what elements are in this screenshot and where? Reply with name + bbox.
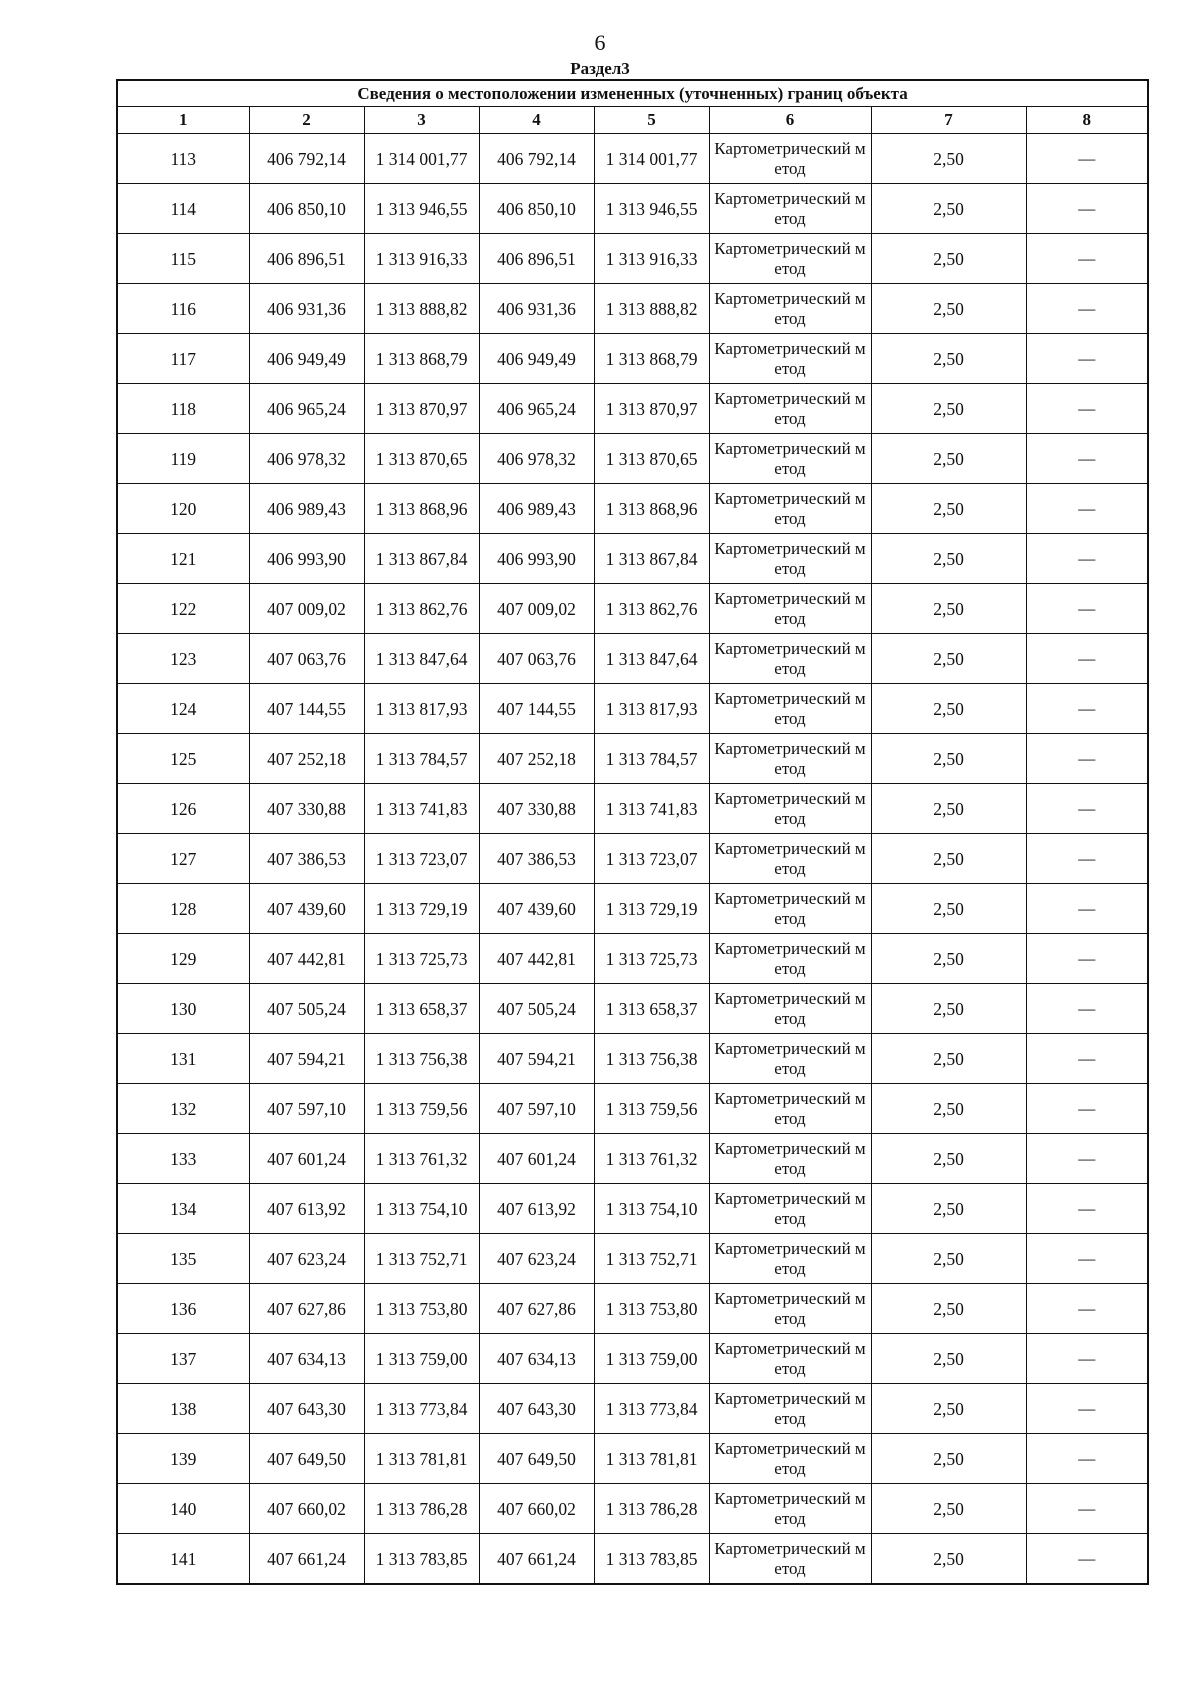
x-new-cell: 407 063,76	[479, 634, 594, 684]
x-new-cell: 407 597,10	[479, 1084, 594, 1134]
table-row	[117, 1134, 1148, 1184]
method-cell: Картометрический метод	[709, 1284, 871, 1334]
method-cell: Картометрический метод	[709, 834, 871, 884]
x-old-cell: 406 931,36	[249, 284, 364, 334]
y-old-cell: 1 313 916,33	[364, 234, 479, 284]
y-old-cell: 1 313 723,07	[364, 834, 479, 884]
table-row	[117, 1084, 1148, 1134]
point-number-cell: 114	[117, 184, 249, 234]
description-cell: —	[1026, 1284, 1148, 1334]
method-cell: Картометрический метод	[709, 934, 871, 984]
x-old-cell: 407 643,30	[249, 1384, 364, 1434]
y-old-cell: 1 313 725,73	[364, 934, 479, 984]
table-row	[117, 1184, 1148, 1234]
x-new-cell: 407 439,60	[479, 884, 594, 934]
point-number-cell: 124	[117, 684, 249, 734]
column-number: 6	[709, 107, 871, 134]
description-cell: —	[1026, 984, 1148, 1034]
x-new-cell: 407 009,02	[479, 584, 594, 634]
y-new-cell: 1 313 870,97	[594, 384, 709, 434]
x-old-cell: 407 252,18	[249, 734, 364, 784]
accuracy-cell: 2,50	[871, 884, 1026, 934]
table-row	[117, 384, 1148, 434]
point-number-cell: 139	[117, 1434, 249, 1484]
table-row	[117, 184, 1148, 234]
accuracy-cell: 2,50	[871, 1134, 1026, 1184]
y-new-cell: 1 313 862,76	[594, 584, 709, 634]
description-cell: —	[1026, 1034, 1148, 1084]
x-old-cell: 406 989,43	[249, 484, 364, 534]
point-number-cell: 141	[117, 1534, 249, 1585]
x-new-cell: 406 949,49	[479, 334, 594, 384]
x-new-cell: 407 594,21	[479, 1034, 594, 1084]
description-cell: —	[1026, 1234, 1148, 1284]
method-cell: Картометрический метод	[709, 334, 871, 384]
table-row	[117, 584, 1148, 634]
x-new-cell: 406 792,14	[479, 134, 594, 184]
description-cell: —	[1026, 284, 1148, 334]
point-number-cell: 137	[117, 1334, 249, 1384]
table-row	[117, 884, 1148, 934]
table-row	[117, 834, 1148, 884]
accuracy-cell: 2,50	[871, 1284, 1026, 1334]
y-new-cell: 1 313 759,00	[594, 1334, 709, 1384]
x-new-cell: 406 896,51	[479, 234, 594, 284]
description-cell: —	[1026, 734, 1148, 784]
accuracy-cell: 2,50	[871, 734, 1026, 784]
accuracy-cell: 2,50	[871, 1384, 1026, 1434]
x-new-cell: 407 627,86	[479, 1284, 594, 1334]
y-new-cell: 1 313 759,56	[594, 1084, 709, 1134]
point-number-cell: 113	[117, 134, 249, 184]
method-cell: Картометрический метод	[709, 984, 871, 1034]
y-old-cell: 1 313 783,85	[364, 1534, 479, 1585]
accuracy-cell: 2,50	[871, 934, 1026, 984]
description-cell: —	[1026, 484, 1148, 534]
x-new-cell: 406 978,32	[479, 434, 594, 484]
y-old-cell: 1 313 946,55	[364, 184, 479, 234]
x-new-cell: 407 505,24	[479, 984, 594, 1034]
y-new-cell: 1 313 946,55	[594, 184, 709, 234]
method-cell: Картометрический метод	[709, 484, 871, 534]
accuracy-cell: 2,50	[871, 784, 1026, 834]
description-cell: —	[1026, 634, 1148, 684]
x-old-cell: 407 649,50	[249, 1434, 364, 1484]
accuracy-cell: 2,50	[871, 584, 1026, 634]
x-old-cell: 406 850,10	[249, 184, 364, 234]
y-old-cell: 1 313 784,57	[364, 734, 479, 784]
y-new-cell: 1 313 783,85	[594, 1534, 709, 1585]
point-number-cell: 125	[117, 734, 249, 784]
x-new-cell: 407 601,24	[479, 1134, 594, 1184]
x-old-cell: 407 386,53	[249, 834, 364, 884]
method-cell: Картометрический метод	[709, 1184, 871, 1234]
method-cell: Картометрический метод	[709, 1084, 871, 1134]
method-cell: Картометрический метод	[709, 1484, 871, 1534]
point-number-cell: 134	[117, 1184, 249, 1234]
y-old-cell: 1 313 756,38	[364, 1034, 479, 1084]
column-number: 7	[871, 107, 1026, 134]
y-old-cell: 1 313 761,32	[364, 1134, 479, 1184]
accuracy-cell: 2,50	[871, 534, 1026, 584]
method-cell: Картометрический метод	[709, 384, 871, 434]
y-new-cell: 1 313 817,93	[594, 684, 709, 734]
table-row	[117, 1234, 1148, 1284]
x-new-cell: 407 144,55	[479, 684, 594, 734]
page-number: 6	[594, 30, 606, 55]
y-old-cell: 1 314 001,77	[364, 134, 479, 184]
method-cell: Картометрический метод	[709, 434, 871, 484]
table-row	[117, 1434, 1148, 1484]
column-number: 4	[479, 107, 594, 134]
point-number-cell: 129	[117, 934, 249, 984]
method-cell: Картометрический метод	[709, 1134, 871, 1184]
accuracy-cell: 2,50	[871, 234, 1026, 284]
accuracy-cell: 2,50	[871, 284, 1026, 334]
x-old-cell: 406 896,51	[249, 234, 364, 284]
description-cell: —	[1026, 1184, 1148, 1234]
y-old-cell: 1 313 773,84	[364, 1384, 479, 1434]
x-new-cell: 407 660,02	[479, 1484, 594, 1534]
x-old-cell: 406 978,32	[249, 434, 364, 484]
description-cell: —	[1026, 334, 1148, 384]
point-number-cell: 122	[117, 584, 249, 634]
description-cell: —	[1026, 684, 1148, 734]
accuracy-cell: 2,50	[871, 134, 1026, 184]
description-cell: —	[1026, 534, 1148, 584]
x-new-cell: 406 993,90	[479, 534, 594, 584]
table-row	[117, 434, 1148, 484]
x-new-cell: 406 965,24	[479, 384, 594, 434]
point-number-cell: 135	[117, 1234, 249, 1284]
method-cell: Картометрический метод	[709, 684, 871, 734]
accuracy-cell: 2,50	[871, 834, 1026, 884]
x-new-cell: 407 442,81	[479, 934, 594, 984]
y-new-cell: 1 314 001,77	[594, 134, 709, 184]
table-caption-row	[117, 80, 1148, 107]
point-number-cell: 130	[117, 984, 249, 1034]
x-new-cell: 407 330,88	[479, 784, 594, 834]
x-old-cell: 407 634,13	[249, 1334, 364, 1384]
accuracy-cell: 2,50	[871, 184, 1026, 234]
x-old-cell: 407 439,60	[249, 884, 364, 934]
accuracy-cell: 2,50	[871, 1334, 1026, 1384]
table-row	[117, 934, 1148, 984]
description-cell: —	[1026, 1484, 1148, 1534]
point-number-cell: 128	[117, 884, 249, 934]
x-old-cell: 406 965,24	[249, 384, 364, 434]
table-row	[117, 1534, 1148, 1585]
y-new-cell: 1 313 867,84	[594, 534, 709, 584]
y-old-cell: 1 313 741,83	[364, 784, 479, 834]
table-row	[117, 684, 1148, 734]
accuracy-cell: 2,50	[871, 1234, 1026, 1284]
y-old-cell: 1 313 752,71	[364, 1234, 479, 1284]
x-new-cell: 407 634,13	[479, 1334, 594, 1384]
description-cell: —	[1026, 834, 1148, 884]
table-row	[117, 1384, 1148, 1434]
description-cell: —	[1026, 1134, 1148, 1184]
y-old-cell: 1 313 759,56	[364, 1084, 479, 1134]
description-cell: —	[1026, 784, 1148, 834]
accuracy-cell: 2,50	[871, 1084, 1026, 1134]
table-row	[117, 1284, 1148, 1334]
table-row	[117, 984, 1148, 1034]
point-number-cell: 121	[117, 534, 249, 584]
description-cell: —	[1026, 1434, 1148, 1484]
column-number: 5	[594, 107, 709, 134]
table-row	[117, 534, 1148, 584]
description-cell: —	[1026, 134, 1148, 184]
y-old-cell: 1 313 786,28	[364, 1484, 479, 1534]
y-new-cell: 1 313 753,80	[594, 1284, 709, 1334]
y-old-cell: 1 313 862,76	[364, 584, 479, 634]
column-number: 8	[1026, 107, 1148, 134]
point-number-cell: 136	[117, 1284, 249, 1334]
column-number: 3	[364, 107, 479, 134]
table-row	[117, 334, 1148, 384]
y-new-cell: 1 313 741,83	[594, 784, 709, 834]
table-caption: Сведения о местоположении измененных (уточненных) границ объекта	[117, 80, 1148, 107]
y-old-cell: 1 313 753,80	[364, 1284, 479, 1334]
accuracy-cell: 2,50	[871, 634, 1026, 684]
accuracy-cell: 2,50	[871, 434, 1026, 484]
point-number-cell: 132	[117, 1084, 249, 1134]
x-new-cell: 407 643,30	[479, 1384, 594, 1434]
table-row	[117, 1484, 1148, 1534]
y-old-cell: 1 313 729,19	[364, 884, 479, 934]
y-new-cell: 1 313 784,57	[594, 734, 709, 784]
y-new-cell: 1 313 773,84	[594, 1384, 709, 1434]
y-new-cell: 1 313 916,33	[594, 234, 709, 284]
method-cell: Картометрический метод	[709, 1384, 871, 1434]
accuracy-cell: 2,50	[871, 484, 1026, 534]
point-number-cell: 117	[117, 334, 249, 384]
x-old-cell: 406 993,90	[249, 534, 364, 584]
point-number-cell: 133	[117, 1134, 249, 1184]
accuracy-cell: 2,50	[871, 1184, 1026, 1234]
accuracy-cell: 2,50	[871, 334, 1026, 384]
accuracy-cell: 2,50	[871, 1484, 1026, 1534]
method-cell: Картометрический метод	[709, 884, 871, 934]
y-old-cell: 1 313 817,93	[364, 684, 479, 734]
y-new-cell: 1 313 868,79	[594, 334, 709, 384]
y-old-cell: 1 313 870,65	[364, 434, 479, 484]
section-title: Раздел3	[570, 59, 630, 78]
y-new-cell: 1 313 754,10	[594, 1184, 709, 1234]
point-number-cell: 127	[117, 834, 249, 884]
x-new-cell: 407 661,24	[479, 1534, 594, 1585]
method-cell: Картометрический метод	[709, 534, 871, 584]
x-old-cell: 407 144,55	[249, 684, 364, 734]
y-old-cell: 1 313 870,97	[364, 384, 479, 434]
x-new-cell: 406 850,10	[479, 184, 594, 234]
y-new-cell: 1 313 729,19	[594, 884, 709, 934]
table-row	[117, 734, 1148, 784]
point-number-cell: 119	[117, 434, 249, 484]
method-cell: Картометрический метод	[709, 234, 871, 284]
x-old-cell: 407 594,21	[249, 1034, 364, 1084]
y-old-cell: 1 313 754,10	[364, 1184, 479, 1234]
method-cell: Картометрический метод	[709, 184, 871, 234]
point-number-cell: 131	[117, 1034, 249, 1084]
point-number-cell: 140	[117, 1484, 249, 1534]
method-cell: Картометрический метод	[709, 784, 871, 834]
x-old-cell: 407 660,02	[249, 1484, 364, 1534]
y-old-cell: 1 313 759,00	[364, 1334, 479, 1384]
table-row	[117, 634, 1148, 684]
x-old-cell: 407 661,24	[249, 1534, 364, 1585]
accuracy-cell: 2,50	[871, 1434, 1026, 1484]
y-new-cell: 1 313 761,32	[594, 1134, 709, 1184]
accuracy-cell: 2,50	[871, 1034, 1026, 1084]
x-old-cell: 407 627,86	[249, 1284, 364, 1334]
point-number-cell: 115	[117, 234, 249, 284]
method-cell: Картометрический метод	[709, 1034, 871, 1084]
column-number: 1	[117, 107, 249, 134]
y-old-cell: 1 313 867,84	[364, 534, 479, 584]
method-cell: Картометрический метод	[709, 634, 871, 684]
method-cell: Картометрический метод	[709, 584, 871, 634]
x-old-cell: 407 597,10	[249, 1084, 364, 1134]
accuracy-cell: 2,50	[871, 684, 1026, 734]
y-old-cell: 1 313 658,37	[364, 984, 479, 1034]
y-old-cell: 1 313 868,96	[364, 484, 479, 534]
column-numbers-row	[117, 107, 1148, 134]
table-row	[117, 284, 1148, 334]
description-cell: —	[1026, 584, 1148, 634]
y-new-cell: 1 313 756,38	[594, 1034, 709, 1084]
x-new-cell: 407 649,50	[479, 1434, 594, 1484]
method-cell: Картометрический метод	[709, 734, 871, 784]
point-number-cell: 118	[117, 384, 249, 434]
description-cell: —	[1026, 1534, 1148, 1585]
x-new-cell: 406 989,43	[479, 484, 594, 534]
accuracy-cell: 2,50	[871, 384, 1026, 434]
method-cell: Картометрический метод	[709, 1334, 871, 1384]
x-new-cell: 406 931,36	[479, 284, 594, 334]
y-new-cell: 1 313 786,28	[594, 1484, 709, 1534]
y-new-cell: 1 313 725,73	[594, 934, 709, 984]
x-old-cell: 407 009,02	[249, 584, 364, 634]
accuracy-cell: 2,50	[871, 984, 1026, 1034]
x-old-cell: 407 063,76	[249, 634, 364, 684]
y-new-cell: 1 313 847,64	[594, 634, 709, 684]
y-new-cell: 1 313 781,81	[594, 1434, 709, 1484]
y-new-cell: 1 313 868,96	[594, 484, 709, 534]
y-new-cell: 1 313 870,65	[594, 434, 709, 484]
description-cell: —	[1026, 1384, 1148, 1434]
x-old-cell: 407 613,92	[249, 1184, 364, 1234]
x-old-cell: 406 949,49	[249, 334, 364, 384]
x-old-cell: 407 601,24	[249, 1134, 364, 1184]
y-new-cell: 1 313 658,37	[594, 984, 709, 1034]
description-cell: —	[1026, 1334, 1148, 1384]
x-new-cell: 407 252,18	[479, 734, 594, 784]
x-old-cell: 406 792,14	[249, 134, 364, 184]
y-old-cell: 1 313 781,81	[364, 1434, 479, 1484]
table-row	[117, 134, 1148, 184]
method-cell: Картометрический метод	[709, 1234, 871, 1284]
method-cell: Картометрический метод	[709, 1534, 871, 1585]
y-old-cell: 1 313 847,64	[364, 634, 479, 684]
point-number-cell: 116	[117, 284, 249, 334]
point-number-cell: 126	[117, 784, 249, 834]
point-number-cell: 138	[117, 1384, 249, 1434]
x-new-cell: 407 386,53	[479, 834, 594, 884]
x-old-cell: 407 330,88	[249, 784, 364, 834]
x-old-cell: 407 505,24	[249, 984, 364, 1034]
method-cell: Картометрический метод	[709, 1434, 871, 1484]
table-row	[117, 784, 1148, 834]
y-new-cell: 1 313 888,82	[594, 284, 709, 334]
column-number: 2	[249, 107, 364, 134]
x-old-cell: 407 623,24	[249, 1234, 364, 1284]
y-old-cell: 1 313 888,82	[364, 284, 479, 334]
boundary-coordinates-table	[116, 79, 1149, 1585]
y-new-cell: 1 313 723,07	[594, 834, 709, 884]
method-cell: Картометрический метод	[709, 134, 871, 184]
description-cell: —	[1026, 934, 1148, 984]
table-row	[117, 1334, 1148, 1384]
accuracy-cell: 2,50	[871, 1534, 1026, 1585]
y-old-cell: 1 313 868,79	[364, 334, 479, 384]
x-old-cell: 407 442,81	[249, 934, 364, 984]
description-cell: —	[1026, 384, 1148, 434]
description-cell: —	[1026, 184, 1148, 234]
x-new-cell: 407 613,92	[479, 1184, 594, 1234]
method-cell: Картометрический метод	[709, 284, 871, 334]
table-row	[117, 1034, 1148, 1084]
description-cell: —	[1026, 884, 1148, 934]
point-number-cell: 120	[117, 484, 249, 534]
table-row	[117, 234, 1148, 284]
table-row	[117, 484, 1148, 534]
description-cell: —	[1026, 434, 1148, 484]
y-new-cell: 1 313 752,71	[594, 1234, 709, 1284]
x-new-cell: 407 623,24	[479, 1234, 594, 1284]
description-cell: —	[1026, 234, 1148, 284]
table-body	[117, 134, 1148, 1585]
description-cell: —	[1026, 1084, 1148, 1134]
point-number-cell: 123	[117, 634, 249, 684]
